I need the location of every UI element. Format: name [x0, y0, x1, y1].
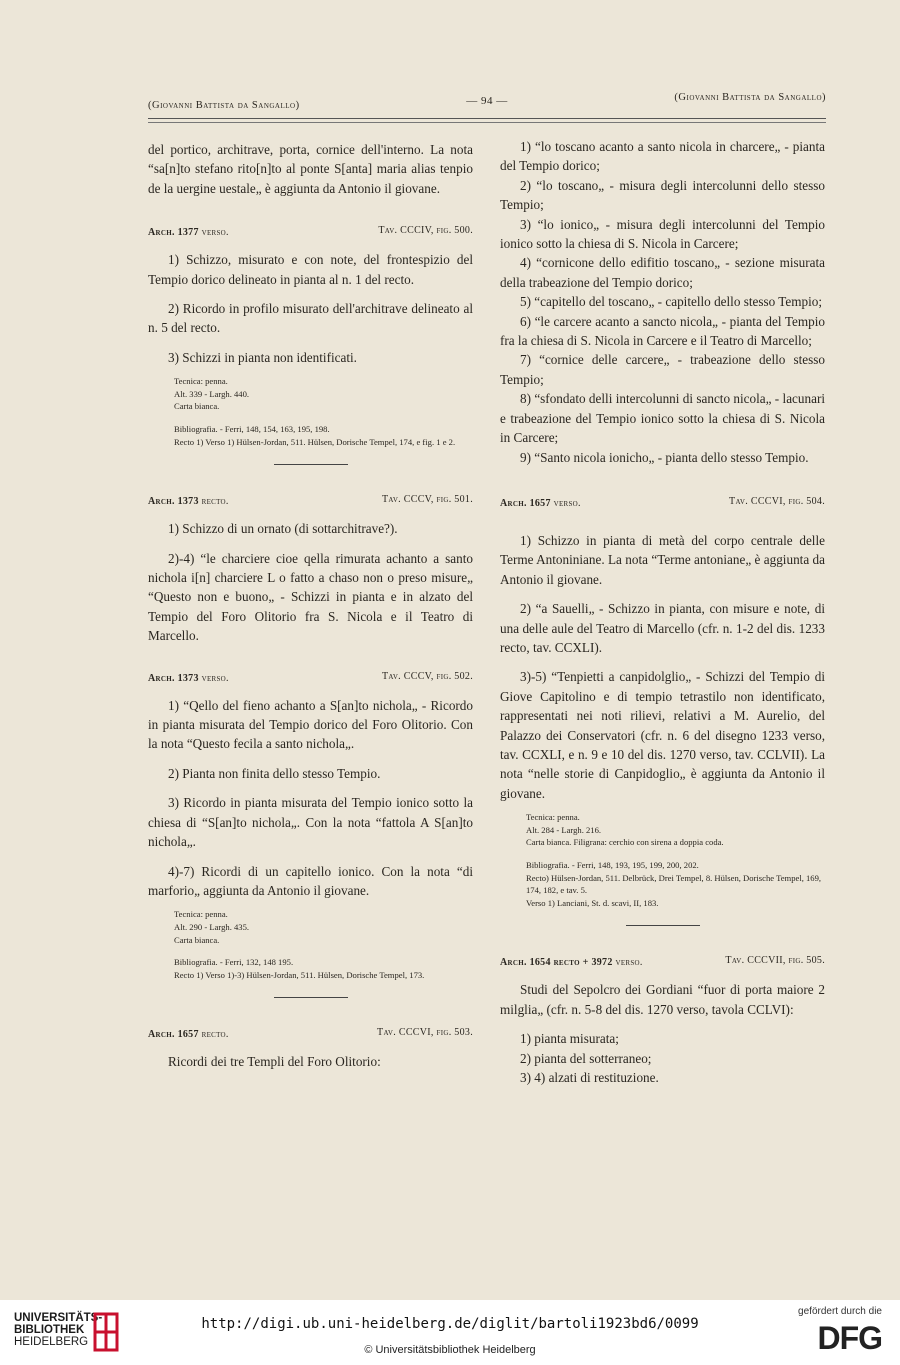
- list-item: 3) Schizzi in pianta non identificati.: [168, 349, 357, 365]
- archive-side: recto.: [201, 1029, 229, 1041]
- left-column: [148, 140, 473, 1072]
- catalog-entry-heading: [500, 489, 825, 511]
- list-item: 1) “lo toscano acanto a santo nicola in charcere„ - pianta del Tempio dorico;: [500, 139, 825, 174]
- bibliography-line: Recto 1) Verso 1)-3) Hülsen-Jordan, 511. Hülsen, Dorische Tempel, 173.: [174, 969, 425, 980]
- intro-paragraph: del portico, architrave, porta, cornice dell'interno. La nota “sa[n]to stefano rito[n]to al ponte S[anta] maria alias tenpio de la uergine uestale„ è aggiunta da Antonio il giovane.: [148, 142, 473, 196]
- section-divider: [626, 925, 700, 926]
- list-item: 2) “a Sauelli„ - Schizzo in pianta, con misure e note, di una delle aule del Teatro di Marcello (cfr. n. 1-2 del dis. 1233 recto, tav. CCXLI).: [500, 601, 825, 655]
- list-item: 4)-7) Ricordi di un capitello ionico. Con la nota “di marforio„ aggiunta da Antonio il giovane.: [148, 863, 473, 898]
- list-item: 2) Ricordo in profilo misurato dell'architrave delineato al n. 5 del recto.: [148, 301, 473, 336]
- page-number: — 94 —: [466, 95, 508, 107]
- bibliography-block: [174, 956, 473, 981]
- list-item: 2) Pianta non finita dello stesso Tempio.: [168, 765, 381, 781]
- list-item: 7) “cornice delle carcere„ - trabeazione dello stesso Tempio;: [500, 352, 825, 387]
- bibliography-line: Bibliografia. - Ferri, 148, 193, 195, 199, 200, 202.: [526, 859, 699, 870]
- list-item: 1) Schizzo, misurato e con note, del frontespizio del Tempio dorico delineato in pianta al n. 1 del recto.: [148, 252, 473, 287]
- catalog-entry-heading: [148, 1020, 473, 1042]
- copyright-notice: © Universitätsbibliothek Heidelberg: [364, 1344, 536, 1356]
- list-item: 1) Schizzo in pianta di metà del corpo centrale delle Terme Antoniniane. La nota “Terme antoniane„ è aggiunta da Antonio il giovane.: [500, 532, 825, 587]
- paper-line: Carta bianca. Filigrana: cerchio con sirena a doppia coda.: [526, 837, 724, 848]
- list-item: 8) “sfondato delli intercolunni di sancto nicola„ - lacunari e trabeazione del Tempio ionico sotto la chiesa di S. Nicola in Carcere;: [500, 391, 825, 446]
- archive-side: verso.: [615, 957, 643, 969]
- catalog-entry-heading: [500, 948, 825, 970]
- logo-text-line: BIBLIOTHEK: [14, 1324, 85, 1336]
- funder-caption: gefördert durch die: [798, 1306, 882, 1317]
- list-item: 3)-5) “Tenpietti a canpidolglio„ - Schizzi del Tempio di Giove Capitolino e di tempio tetrastilo non identificato, rappresentati nei noti rilievi, relativi a M. Aurelio, del Palazzo dei Conservatori (cfr. n. 6 del disegno 1233 verso, tav. CCXLI, e n. 9 e 10 del dis. 1270 verso, tav. CCLVII). La nota “nelle storie di Canpidoglio„ è aggiunta da Antonio il giovane.: [500, 669, 825, 801]
- archive-number: Arch. 1657: [148, 1029, 199, 1041]
- list-item: 9) “Santo nicola ionicho„ - pianta dello stesso Tempio.: [520, 449, 809, 465]
- list-item: 2) pianta del sotterraneo;: [520, 1050, 652, 1066]
- section-divider: [274, 997, 348, 998]
- technique-line: Tecnica: penna.: [174, 909, 228, 920]
- archive-number: Arch. 1373: [148, 496, 199, 508]
- list-item: 3) “lo ionico„ - misura degli intercolunni del Tempio ionico sotto la chiesa di S. Nicola in Carcere;: [500, 216, 825, 252]
- permalink-url[interactable]: http://digi.ub.uni-heidelberg.de/diglit/bartoli1923bd6/0099: [201, 1316, 699, 1332]
- archive-side: verso.: [201, 672, 229, 684]
- catalog-entry-heading: [148, 487, 473, 509]
- list-item: 3) Ricordo in pianta misurata del Tempio ionico sotto la chiesa di “S[an]to nichola„. Con la nota “fattola A S[an]to nichola„.: [148, 795, 473, 850]
- archive-side: recto.: [201, 496, 229, 508]
- catalog-entry-heading: [148, 218, 473, 240]
- header-rule: [148, 118, 826, 119]
- technique-line: Tecnica: penna.: [174, 376, 228, 387]
- archive-number: Arch. 1373: [148, 672, 199, 684]
- list-item: 6) “le carcere acanto a sancto nicola„ - pianta del Tempio fra la chiesa di S. Nicola in Carcere e il Teatro di Marcello;: [500, 313, 825, 349]
- plate-reference: Tav. CCCVII, fig. 505.: [725, 955, 825, 967]
- header-rule-secondary: [148, 122, 826, 123]
- list-item: 1) pianta misurata;: [520, 1031, 619, 1047]
- paper-line: Carta bianca.: [174, 401, 220, 412]
- entry-text: Studi del Sepolcro dei Gordiani “fuor di porta maiore 2 milglia„ (cfr. n. 5-8 del dis. 1270 verso, tavola CCLVI):: [500, 982, 825, 1017]
- dfg-logo[interactable]: DFG: [817, 1320, 882, 1356]
- technique-block: [526, 811, 825, 909]
- list-item: 5) “capitello del toscano„ - capitello dello stesso Tempio;: [520, 294, 823, 310]
- plate-reference: Tav. CCCVI, fig. 504.: [729, 495, 825, 507]
- technique-line: Tecnica: penna.: [526, 812, 580, 823]
- plate-reference: Tav. CCCV, fig. 501.: [381, 494, 473, 506]
- plate-reference: Tav. CCCVI, fig. 503.: [377, 1027, 473, 1039]
- bibliography-line: Bibliografia. - Ferri, 132, 148 195.: [174, 957, 294, 968]
- logo-text-line: UNIVERSITÄTS-: [14, 1312, 103, 1324]
- archive-number: Arch. 1654 recto + 3972: [500, 957, 613, 969]
- dimensions-line: Alt. 290 - Largh. 435.: [174, 921, 250, 932]
- list-item: 3) 4) alzati di restituzione.: [520, 1069, 659, 1085]
- list-item: 4) “cornicone dello edifitio toscano„ - sezione misurata della trabeazione del Tempio dorico;: [500, 255, 825, 290]
- bibliography-line: Recto) Hülsen-Jordan, 511. Delbrück, Drei Tempel, 8. Hülsen, Dorische Tempel, 169, 174, 182, e tav. 5.: [526, 872, 822, 896]
- archive-number: Arch. 1657: [500, 497, 551, 509]
- list-item: 2)-4) “le charciere cioe qella rimurata achanto a santo nichola i[n] charciere L o fatto a chaso non o preso misure„ “Questo non e buono„ - Schizzi in pianta e in alzato del Tempio del Foro Olitorio fra S. Nicola e il Teatro di Marcello.: [148, 550, 473, 644]
- plate-reference: Tav. CCCIV, fig. 500.: [378, 225, 473, 237]
- bibliography-block: [174, 423, 473, 448]
- archive-side: verso.: [553, 497, 581, 509]
- bibliography-line: Verso 1) Lanciani, St. d. scavi, II, 183.: [526, 897, 659, 908]
- dimensions-line: Alt. 339 - Largh. 440.: [174, 388, 250, 399]
- list-item: 1) “Qello del fieno achanto a S[an]to nichola„ - Ricordo in pianta misurata del Tempio dorico del Foro Olitorio. Con la nota “Questo fecila a santo nichola„.: [148, 697, 473, 752]
- list-item: 2) “lo toscano„ - misura degli intercolunni dello stesso Tempio;: [500, 177, 825, 213]
- archive-number: Arch. 1377: [148, 227, 199, 239]
- running-head: [148, 92, 826, 116]
- list-item: 1) Schizzo di un ornato (di sottarchitrave?).: [168, 521, 398, 537]
- paper-line: Carta bianca.: [174, 934, 220, 945]
- right-column: [500, 137, 825, 1087]
- catalog-entry-heading: [148, 664, 473, 686]
- bibliography-line: Recto 1) Verso 1) Hülsen-Jordan, 511. Hülsen, Dorische Tempel, 174, e fig. 1 e 2.: [174, 436, 456, 447]
- running-head-right: (Giovanni Battista da Sangallo): [674, 92, 826, 103]
- running-head-left: (Giovanni Battista da Sangallo): [148, 100, 300, 111]
- archive-side: verso.: [201, 227, 229, 239]
- bibliography-line: Bibliografia. - Ferri, 148, 154, 163, 195, 198.: [174, 424, 330, 435]
- viewer-footer: [0, 1300, 900, 1365]
- entry-text: Ricordi dei tre Templi del Foro Olitorio:: [168, 1054, 381, 1070]
- bibliography-block: [526, 859, 825, 909]
- section-divider: [274, 464, 348, 465]
- logo-text-line: HEIDELBERG: [14, 1336, 89, 1348]
- dimensions-line: Alt. 284 - Largh. 216.: [526, 824, 602, 835]
- technique-block: [174, 375, 473, 448]
- plate-reference: Tav. CCCV, fig. 502.: [381, 670, 473, 682]
- technique-block: [174, 908, 473, 981]
